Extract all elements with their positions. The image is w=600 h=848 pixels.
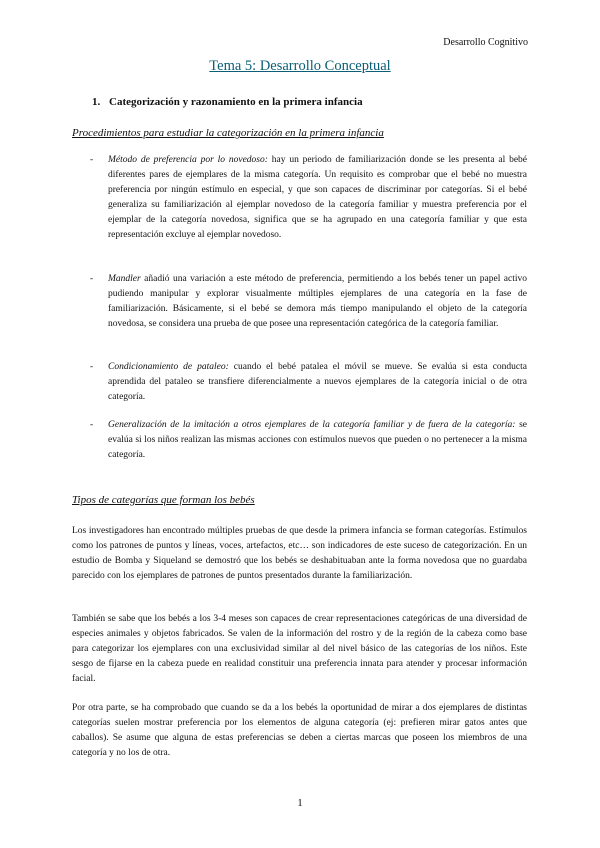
bullet-text: hay un periodo de familiarización donde se les presenta al bebé diferentes pares de ejemplares de la misma categoría. Un requisito es comprobar que el bebé no muestra preferencia por ningún estímulo en especial, y que son capaces de discriminar por categorías. Si el bebé generaliza su familiarización al ejemplar novedoso de la categoría familiar y muestra preferencia por el ejemplar de la categoría novedosa, significa que se ha agrupado en una categoría familiar y que esta representación excluye al ejemplar novedoso. — [108, 155, 528, 241]
bullet-dash: - — [90, 420, 94, 430]
bullet-dash: - — [90, 362, 94, 372]
bullet-dash: - — [90, 155, 94, 165]
bullet-term: Método de preferencia por lo novedoso: — [108, 155, 268, 165]
subsection-heading-procedures: Procedimientos para estudiar la categorización en la primera infancia — [72, 127, 384, 139]
list-item — [90, 418, 527, 463]
body-paragraph: También se sabe que los bebés a los 3-4 meses son capaces de crear representaciones categóricas de una diversidad de especies animales y objetos fabricados. Se valen de la información del rostro y de la región de la cabeza como base para categorizar los ejemplares con una exclusividad similar al del nivel básico de las categorías de los niños. Este sesgo de fijarse en la cabeza puede en realidad constituir una preferencia innata para atender y procesar información facial. — [72, 614, 527, 685]
subsection-heading-types: Tipos de categorías que forman los bebés — [72, 494, 255, 506]
section-number: 1. — [92, 96, 101, 108]
list-item — [90, 360, 527, 405]
bullet-text: cuando el bebé patalea el móvil se mueve. Se evalúa si esta conducta aprendida del pataleo se transfiere diferencialmente a nuevos ejemplares de la categoría inicial o de otra categoría. — [108, 362, 527, 403]
bullet-dash: - — [90, 274, 94, 284]
document-title — [0, 58, 600, 75]
bullet-text: se evalúa si los niños realizan las mismas acciones con estímulos nuevos que pueden o no pertenecer a la misma categoría. — [108, 420, 527, 461]
page-number: 1 — [297, 797, 303, 809]
bullet-term: Mandler — [108, 274, 141, 284]
body-paragraph: Por otra parte, se ha comprobado que cuando se da a los bebés la oportunidad de mirar a dos ejemplares de distintas categorías suelen mostrar preferencia por los elementos de alguna categoría (ej: prefieren mirar gatos antes que caballos). Se asume que alguna de estas preferencias se deben a ciertas marcas que poseen los miembros de una categoría y no los de otra. — [72, 703, 527, 759]
body-paragraph: Los investigadores han encontrado múltiples pruebas de que desde la primera infancia se forman categorías. Estímulos como los patrones de puntos y líneas, voces, artefactos, etc… son indicadores de este suceso de categorización. En un estudio de Bomba y Siqueland se demostró que los bebés se deshabituaban ante la forma novedosa que no guardaba parecido con los ejemplares de patrones de puntos presentados durante la familiarización. — [72, 526, 527, 582]
running-header: Desarrollo Cognitivo — [443, 37, 528, 48]
bullet-text: añadió una variación a este método de preferencia, permitiendo a los bebés tener un papel activo pudiendo manipular y explorar visualmente múltiples ejemplares de una categoría en la fase de familiarización. Básicamente, si el bebé se demora más tiempo manipulando el objeto de la categoría novedosa, se considera una prueba de que posee una representación categórica de la categoría familiar. — [108, 274, 527, 330]
bullet-term: Generalización de la imitación a otros ejemplares de la categoría familiar y de fuera de la categoría: — [108, 420, 516, 430]
bullet-term: Condicionamiento de pataleo: — [108, 362, 229, 372]
list-item — [90, 272, 527, 332]
section-title: Categorización y razonamiento en la primera infancia — [109, 96, 363, 108]
document-title-text: Tema 5: Desarrollo Conceptual — [209, 58, 391, 74]
section-heading — [92, 96, 363, 108]
list-item — [90, 153, 527, 244]
